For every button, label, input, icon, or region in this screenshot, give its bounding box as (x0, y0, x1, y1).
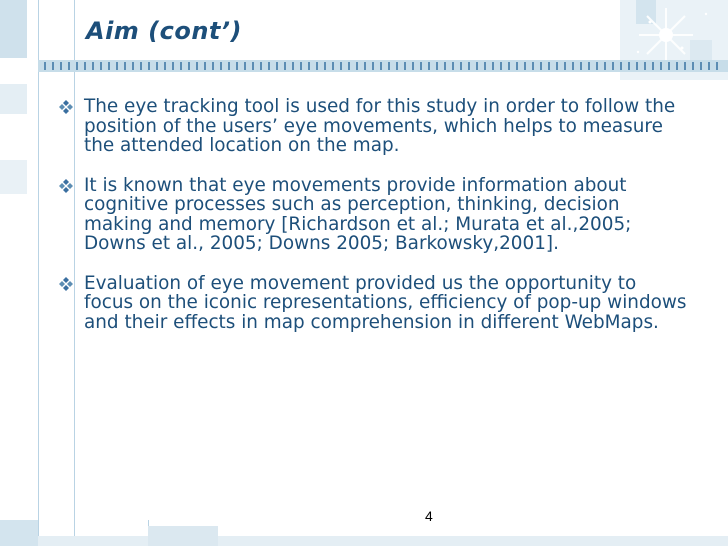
slide-title: Aim (cont’) (86, 17, 242, 45)
bullet-item (58, 274, 688, 333)
bullet-text: Evaluation of eye movement provided us the opportunity to focus on the iconic representations, efficiency of pop-up windows and their effects in map comprehension in different WebMaps. (84, 272, 687, 333)
title-underline-band (38, 60, 728, 72)
page-number: 4 (425, 508, 433, 524)
decor-vertical-line (38, 0, 39, 546)
diamond-bullet-icon (58, 99, 74, 115)
bullet-text: The eye tracking tool is used for this study in order to follow the position of the users’ eye movements, which helps to measure the attended location on the map. (84, 96, 676, 156)
bullet-text: It is known that eye movements provide information about cognitive processes such as perception, thinking, decision making and memory [Richardson et al.; Murata et al.,2005; Downs et al., 2005; Downs 2005; Barkowsky,2001]. (84, 174, 632, 254)
bullet-item (58, 97, 688, 156)
bullet-item (58, 176, 688, 254)
decor-square (0, 0, 27, 58)
decor-square (0, 160, 27, 194)
bullet-list (58, 97, 688, 332)
decor-square (0, 84, 27, 114)
decor-square (148, 526, 218, 546)
decor-bottom-strip (0, 536, 728, 546)
diamond-bullet-icon (58, 178, 74, 194)
decor-square (0, 520, 38, 546)
diamond-bullet-icon (58, 276, 74, 292)
